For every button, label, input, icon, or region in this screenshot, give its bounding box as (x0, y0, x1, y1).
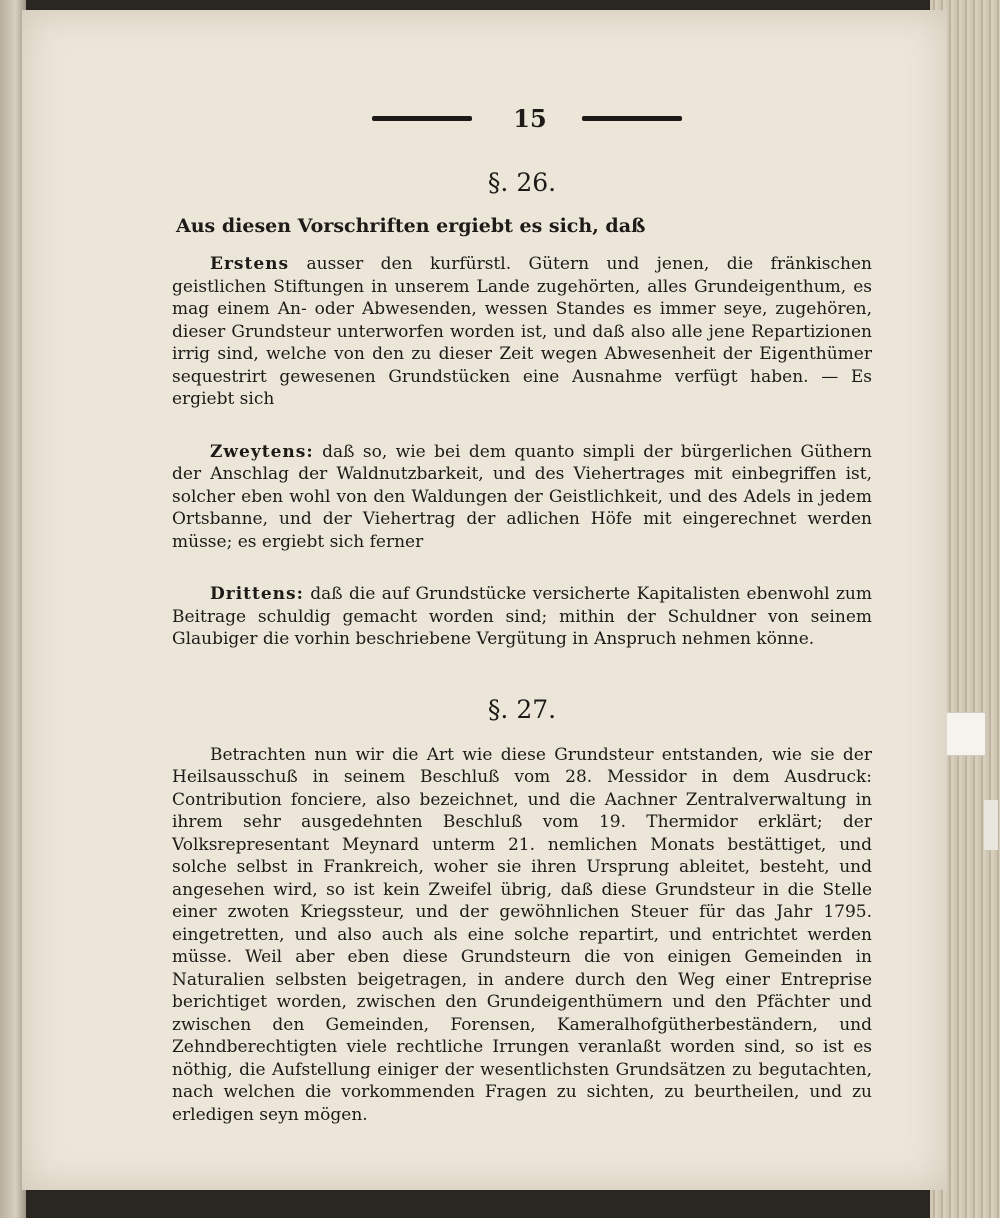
book-page (22, 10, 947, 1190)
section-heading-26: §. 26. (487, 168, 557, 197)
bookmark-tab (944, 712, 986, 756)
paragraph-lead: Erstens (210, 254, 290, 274)
running-head (172, 90, 872, 133)
paragraph-zweytens (172, 441, 872, 554)
paragraph-lead: Drittens: (210, 584, 304, 604)
paragraph-lead: Zweytens: (210, 441, 314, 462)
page-number: 15 (513, 104, 547, 133)
ornament-rule-right (582, 116, 682, 121)
paragraph-erstens (172, 253, 872, 411)
paragraph-drittens (172, 583, 872, 651)
paragraph-section-27: Betrachten nun wir die Art wie diese Grundsteur entstanden, wie sie der Heilsausschuß in seinem Beschluß vom 28. Messidor in dem Ausdruck: Contribution fonciere, also bezeichnet, und die Aachner Zentralverwaltung in ihrem sehr ausgedehnten Beschluß vom 19. Thermidor erklärt; der Volksrepresentant Meynard unterm 21. nemlichen Monats bestättiget, und solche selbst in Frankreich, woher sie ihren Ursprung ableitet, besteht, und angesehen wird, so ist kein Zweifel übrig, daß diese Grundsteur in die Stelle einer zwoten Kriegssteur, und der gewöhnlichen Steuer für das Jahr 1795. eingetretten, und also auch als eine solche repartirt, und entrichtet werden müsse. Weil aber eben diese Grundsteurn die von einigen Gemeinden in Naturalien selbsten beigetragen, in andere durch den Weg einer Entreprise berichtiget worden, zwischen den Grundeigenthümern und den Pfächter und zwischen den Gemeinden, Forensen, Kameralhofgütherbeständern, und Zehndberechtigten viele rechtliche Irrungen veranlaßt worden sind, so ist es nöthig, die Aufstellung einiger der wesentlichsten Grundsätzen zu begutachten, nach welchen die vorkommenden Fragen zu sichten, zu beurtheilen, und zu erledigen seyn mögen. (172, 744, 872, 1125)
section-intro: Aus diesen Vorschriften ergiebt es sich, daß (176, 215, 646, 237)
paragraph-text: daß so, wie bei dem quanto simpli der bürgerlichen Güthern der Anschlag der Waldnutzbarkeit, und des Viehertrages mit einbegriffen ist, solcher eben wohl von den Waldungen der Geistlichkeit, und des Adels in jedem Ortsbanne, und der Viehertrag der adlichen Höfe mit eingerechnet werden müsse; es ergiebt sich ferner (172, 441, 873, 552)
paragraph-text: daß die auf Grundstücke versicherte Kapitalisten ebenwohl zum Beitrage schuldig gemacht worden sind; mithin der Schuldner von seinem Glaubiger die vorhin beschriebene Vergütung in Anspruch nehmen könne. (172, 584, 873, 649)
page-edge-tab (984, 800, 998, 850)
page-content (172, 90, 872, 1146)
paragraph-text: ausser den kurfürstl. Gütern und jenen, die fränkischen geistlichen Stiftungen in unserem Lande zugehörten, alles Grundeigenthum, es mag einem An- oder Abwesenden, wessen Standes es immer seye, zugehören, dieser Grundsteur unterworfen worden ist, und daß also alle jene Repartizionen irrig sind, welche von den zu dieser Zeit wegen Abwesenheit der Eigenthümer sequestrirt gewesenen Grundstücken eine Ausnahme verfügt haben. — Es ergiebt sich (172, 254, 872, 409)
section-heading-27: §. 27. (487, 694, 557, 724)
ornament-rule-left (372, 116, 472, 121)
